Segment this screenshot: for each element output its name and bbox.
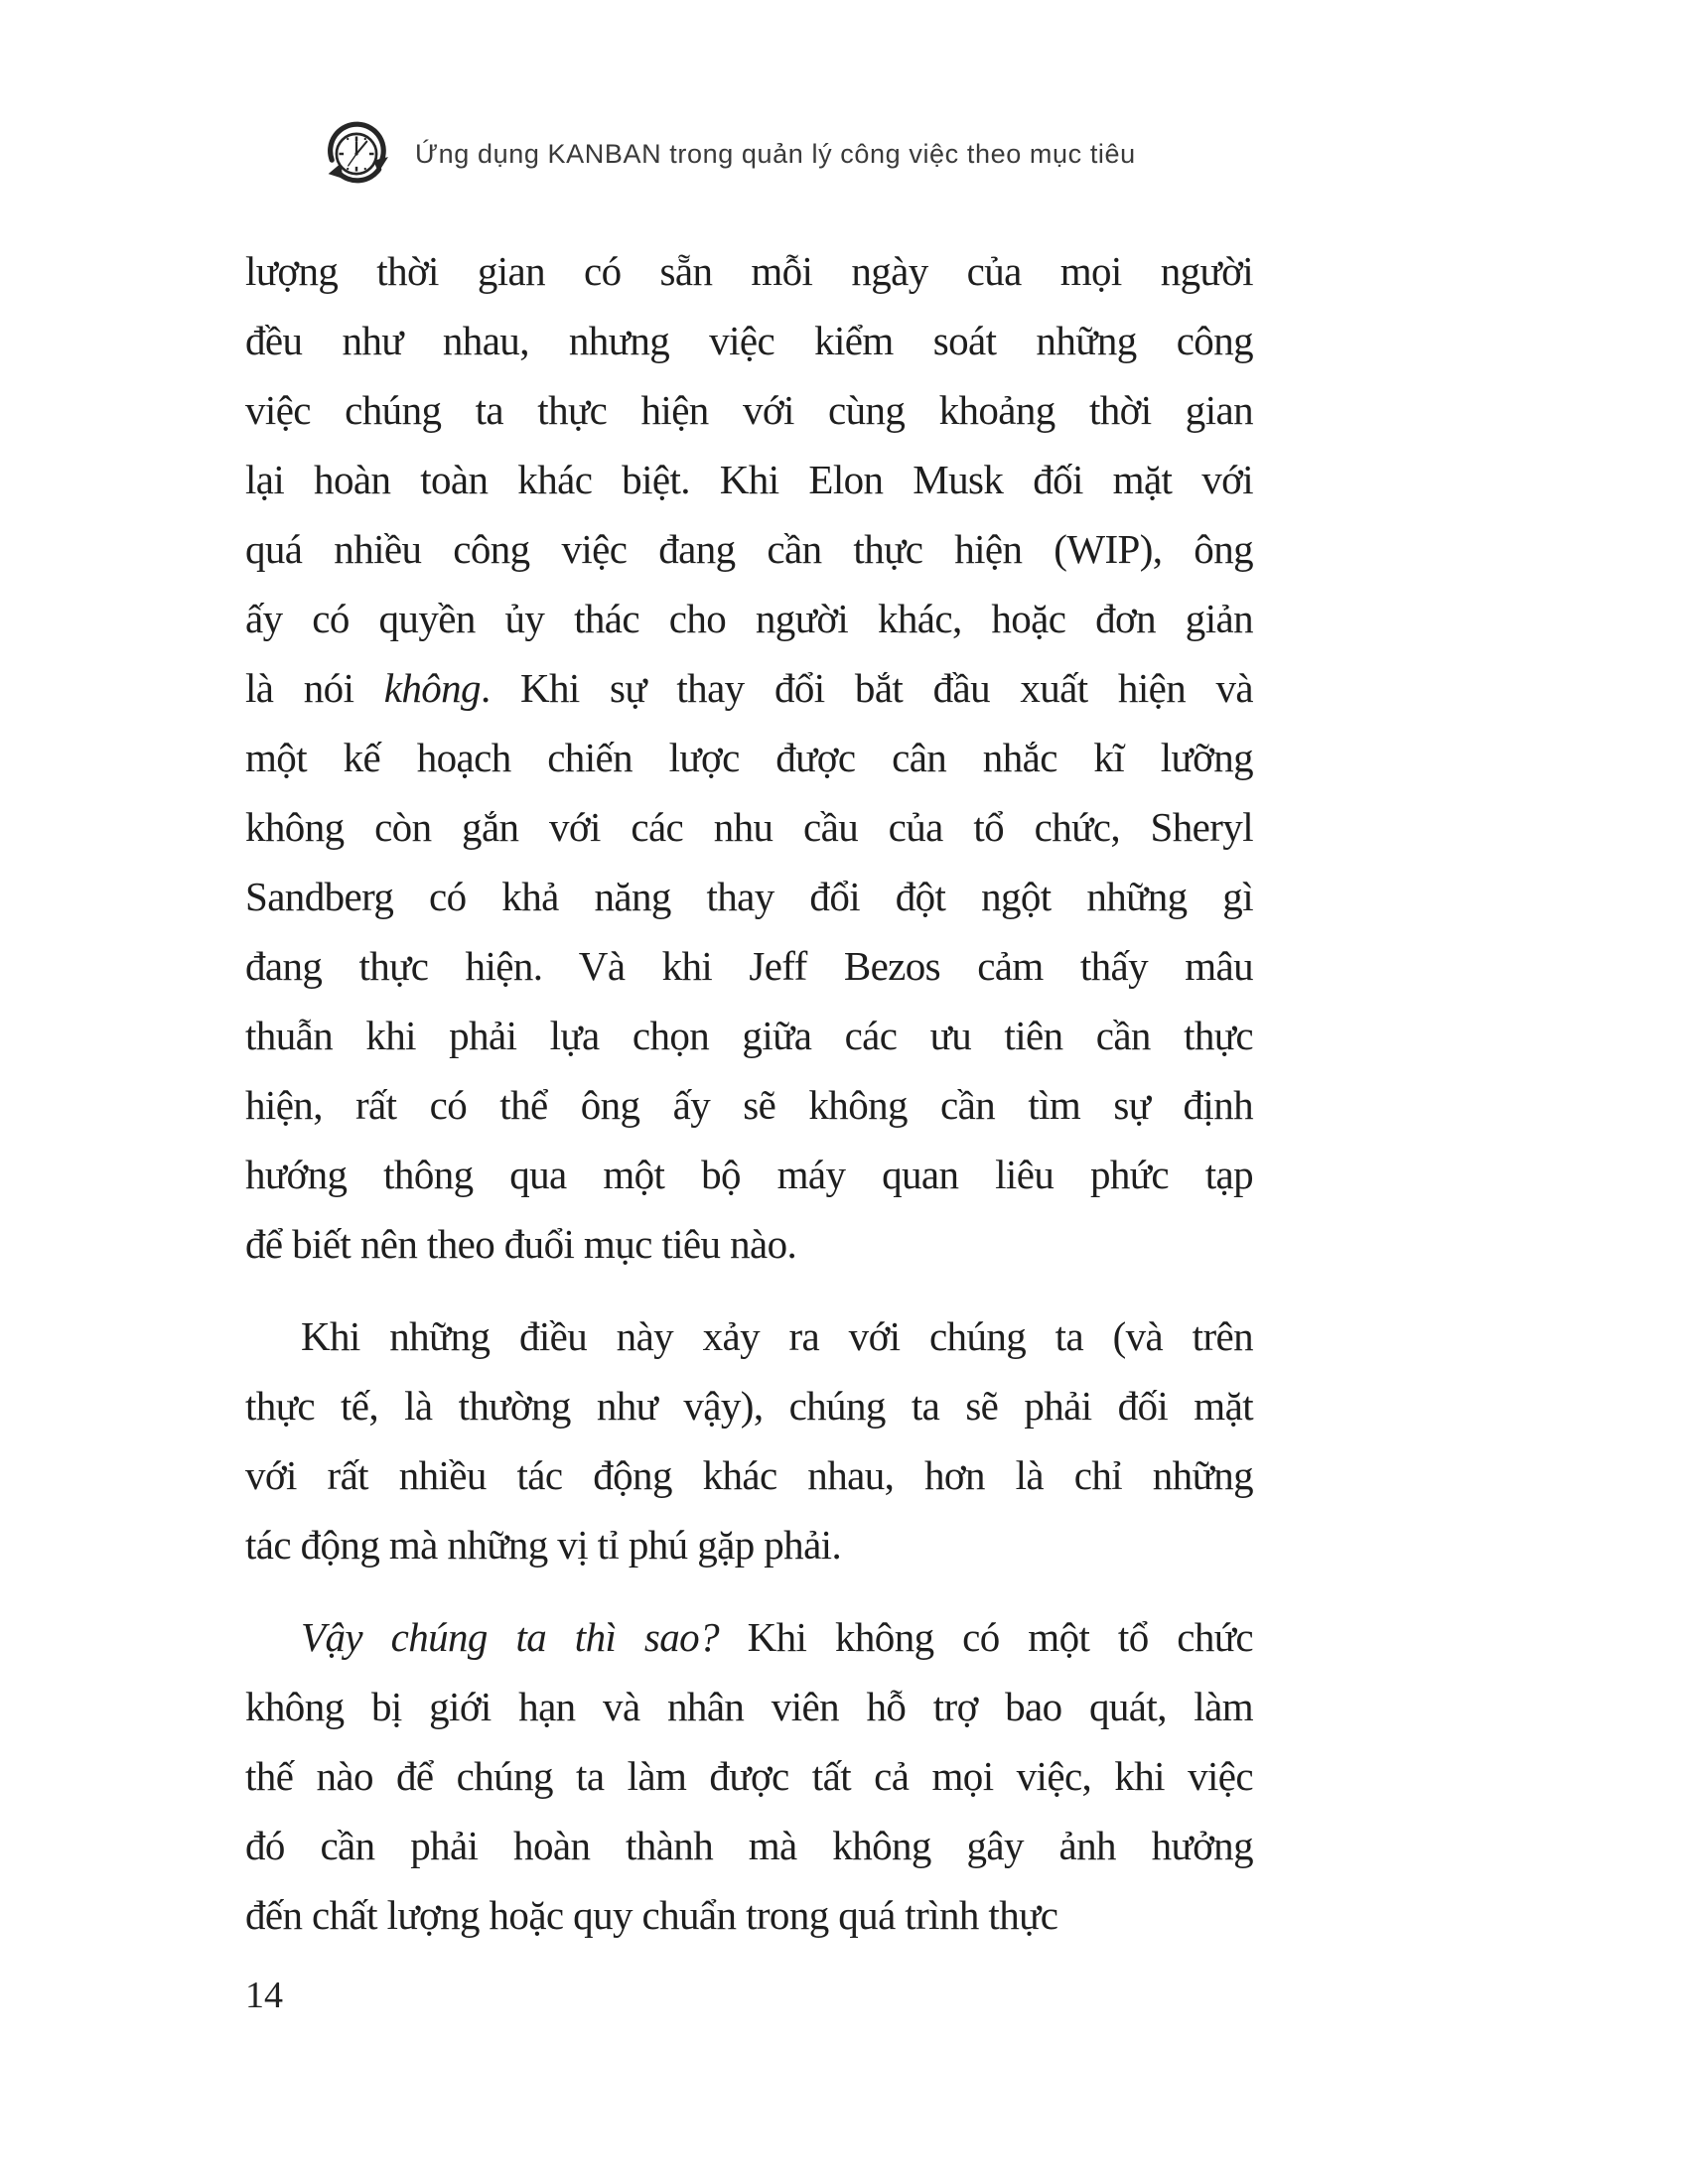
text-segment: không còn gắn với các nhu cầu của tổ chức, Sheryl (245, 804, 1253, 850)
text-line (245, 1741, 1253, 1811)
clock-refresh-icon (324, 121, 389, 187)
text-segment: Khi những điều này xảy ra với chúng ta (và trên (301, 1313, 1253, 1359)
text-segment: việc chúng ta thực hiện với cùng khoảng thời gian (245, 387, 1253, 433)
text-segment: đến chất lượng hoặc quy chuẩn trong quá trình thực (245, 1892, 1058, 1938)
text-line (245, 1510, 1253, 1579)
text-segment: tác động mà những vị tỉ phú gặp phải. (245, 1522, 842, 1568)
text-segment: là nói (245, 665, 384, 711)
text-line (245, 1209, 1253, 1279)
text-segment: thuẫn khi phải lựa chọn giữa các ưu tiên cần thực (245, 1013, 1253, 1058)
text-segment: thực tế, là thường như vậy), chúng ta sẽ phải đối mặt (245, 1383, 1253, 1429)
text-segment: quá nhiều công việc đang cần thực hiện (WIP), ông (245, 526, 1253, 572)
text-line (245, 584, 1253, 653)
text-line (245, 445, 1253, 514)
text-segment: . Khi sự thay đổi bắt đầu xuất hiện và (480, 665, 1253, 711)
text-line (245, 236, 1253, 306)
text-line (245, 1001, 1253, 1070)
italic-text-segment: không (383, 665, 481, 711)
text-segment: hiện, rất có thể ông ấy sẽ không cần tìm sự định (245, 1082, 1253, 1128)
text-segment: không bị giới hạn và nhân viên hỗ trợ bao quát, làm (245, 1684, 1253, 1729)
text-segment: lượng thời gian có sẵn mỗi ngày của mọi người (245, 248, 1253, 294)
paragraph (245, 1301, 1253, 1579)
text-segment: một kế hoạch chiến lược được cân nhắc kĩ lưỡng (245, 735, 1253, 780)
text-segment: với rất nhiều tác động khác nhau, hơn là chỉ những (245, 1452, 1253, 1498)
text-line (245, 1880, 1253, 1950)
text-line (245, 375, 1253, 445)
text-line (245, 862, 1253, 931)
page-number: 14 (245, 1975, 283, 2016)
text-segment: để biết nên theo đuổi mục tiêu nào. (245, 1221, 797, 1267)
running-head-title: Ứng dụng KANBAN trong quản lý công việc theo mục tiêu (415, 138, 1136, 169)
paragraph (245, 236, 1253, 1279)
text-segment: thế nào để chúng ta làm được tất cả mọi việc, khi việc (245, 1753, 1253, 1799)
text-segment: ấy có quyền ủy thác cho người khác, hoặc đơn giản (245, 596, 1253, 641)
italic-text-segment: Vậy chúng ta thì sao? (301, 1614, 719, 1660)
text-line (245, 514, 1253, 584)
page-header (324, 121, 1136, 187)
text-line (245, 1811, 1253, 1880)
text-segment: đó cần phải hoàn thành mà không gây ảnh hưởng (245, 1823, 1253, 1868)
text-segment: đang thực hiện. Và khi Jeff Bezos cảm thấy mâu (245, 943, 1253, 989)
text-line (245, 792, 1253, 862)
text-line (245, 1440, 1253, 1510)
body-text (245, 236, 1253, 1950)
text-line (245, 931, 1253, 1001)
text-segment: Sandberg có khả năng thay đổi đột ngột những gì (245, 874, 1253, 919)
text-line (245, 1602, 1253, 1672)
text-line (245, 1070, 1253, 1140)
text-line (245, 306, 1253, 375)
text-line (245, 723, 1253, 792)
text-line (245, 1371, 1253, 1440)
paragraph (245, 1602, 1253, 1950)
text-line (245, 653, 1253, 723)
text-segment: hướng thông qua một bộ máy quan liêu phức tạp (245, 1152, 1253, 1197)
text-line (245, 1301, 1253, 1371)
text-segment: lại hoàn toàn khác biệt. Khi Elon Musk đối mặt với (245, 457, 1253, 502)
text-segment: Khi không có một tổ chức (718, 1614, 1253, 1660)
text-segment: đều như nhau, nhưng việc kiểm soát những công (245, 318, 1253, 363)
text-line (245, 1672, 1253, 1741)
text-line (245, 1140, 1253, 1209)
